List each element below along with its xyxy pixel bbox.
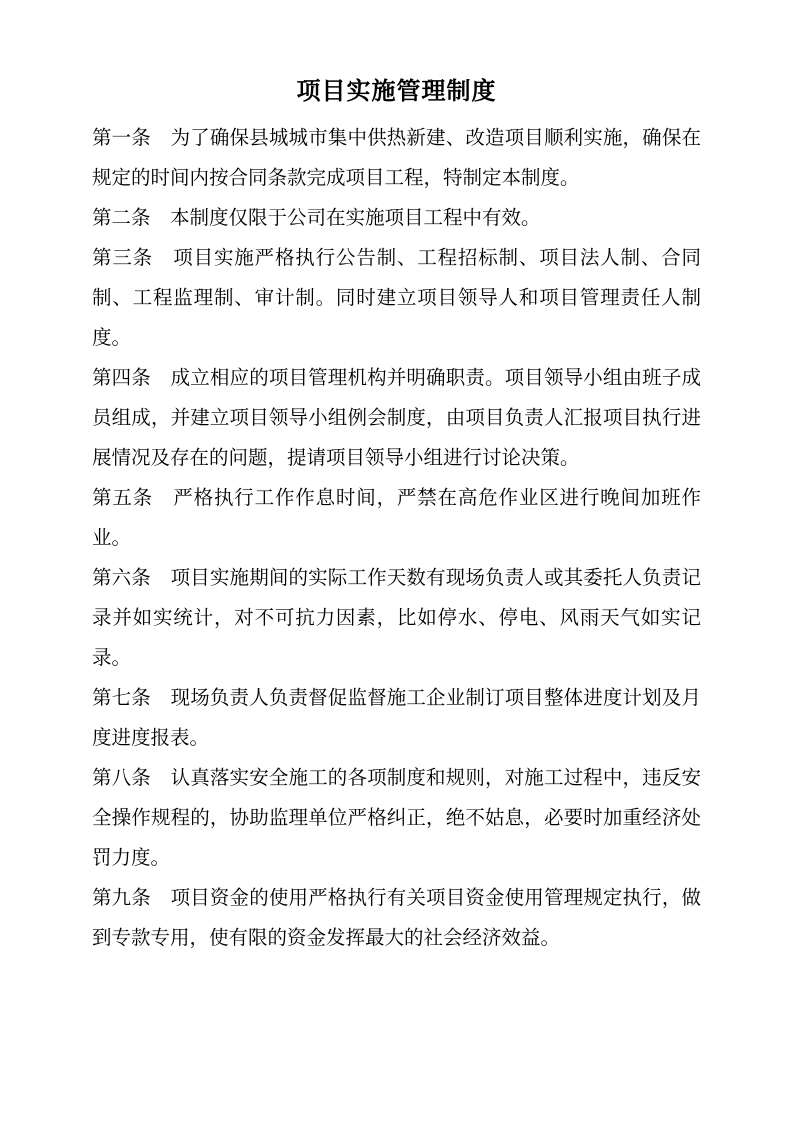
page-title: 项目实施管理制度	[296, 77, 497, 105]
paragraph: 第二条 本制度仅限于公司在实施项目工程中有效。	[92, 208, 541, 230]
paragraph: 第四条 成立相应的项目管理机构并明确职责。项目领导小组由班子成员组成，并建立项目领导小组例会制度，由项目负责人汇报项目执行进展情况及存在的问题，提请项目领导小组进行讨论决策。	[92, 368, 701, 470]
paragraph: 第五条 严格执行工作作息时间，严禁在高危作业区进行晚间加班作业。	[92, 488, 701, 550]
paragraph: 第九条 项目资金的使用严格执行有关项目资金使用管理规定执行，做到专款专用，使有限的资金发挥最大的社会经济效益。	[92, 888, 701, 950]
paragraph: 第七条 现场负责人负责督促监督施工企业制订项目整体进度计划及月度进度报表。	[92, 688, 701, 750]
paragraph: 第一条 为了确保县城城市集中供热新建、改造项目顺利实施，确保在规定的时间内按合同条款完成项目工程，特制定本制度。	[92, 128, 701, 190]
paragraph: 第六条 项目实施期间的实际工作天数有现场负责人或其委托人负责记录并如实统计，对不可抗力因素，比如停水、停电、风雨天气如实记录。	[92, 568, 701, 670]
paragraph: 第八条 认真落实安全施工的各项制度和规则，对施工过程中，违反安全操作规程的，协助监理单位严格纠正，绝不姑息，必要时加重经济处罚力度。	[92, 768, 701, 870]
document-body	[92, 119, 701, 959]
paragraph: 第三条 项目实施严格执行公告制、工程招标制、项目法人制、合同制、工程监理制、审计制。同时建立项目领导人和项目管理责任人制度。	[92, 248, 701, 350]
